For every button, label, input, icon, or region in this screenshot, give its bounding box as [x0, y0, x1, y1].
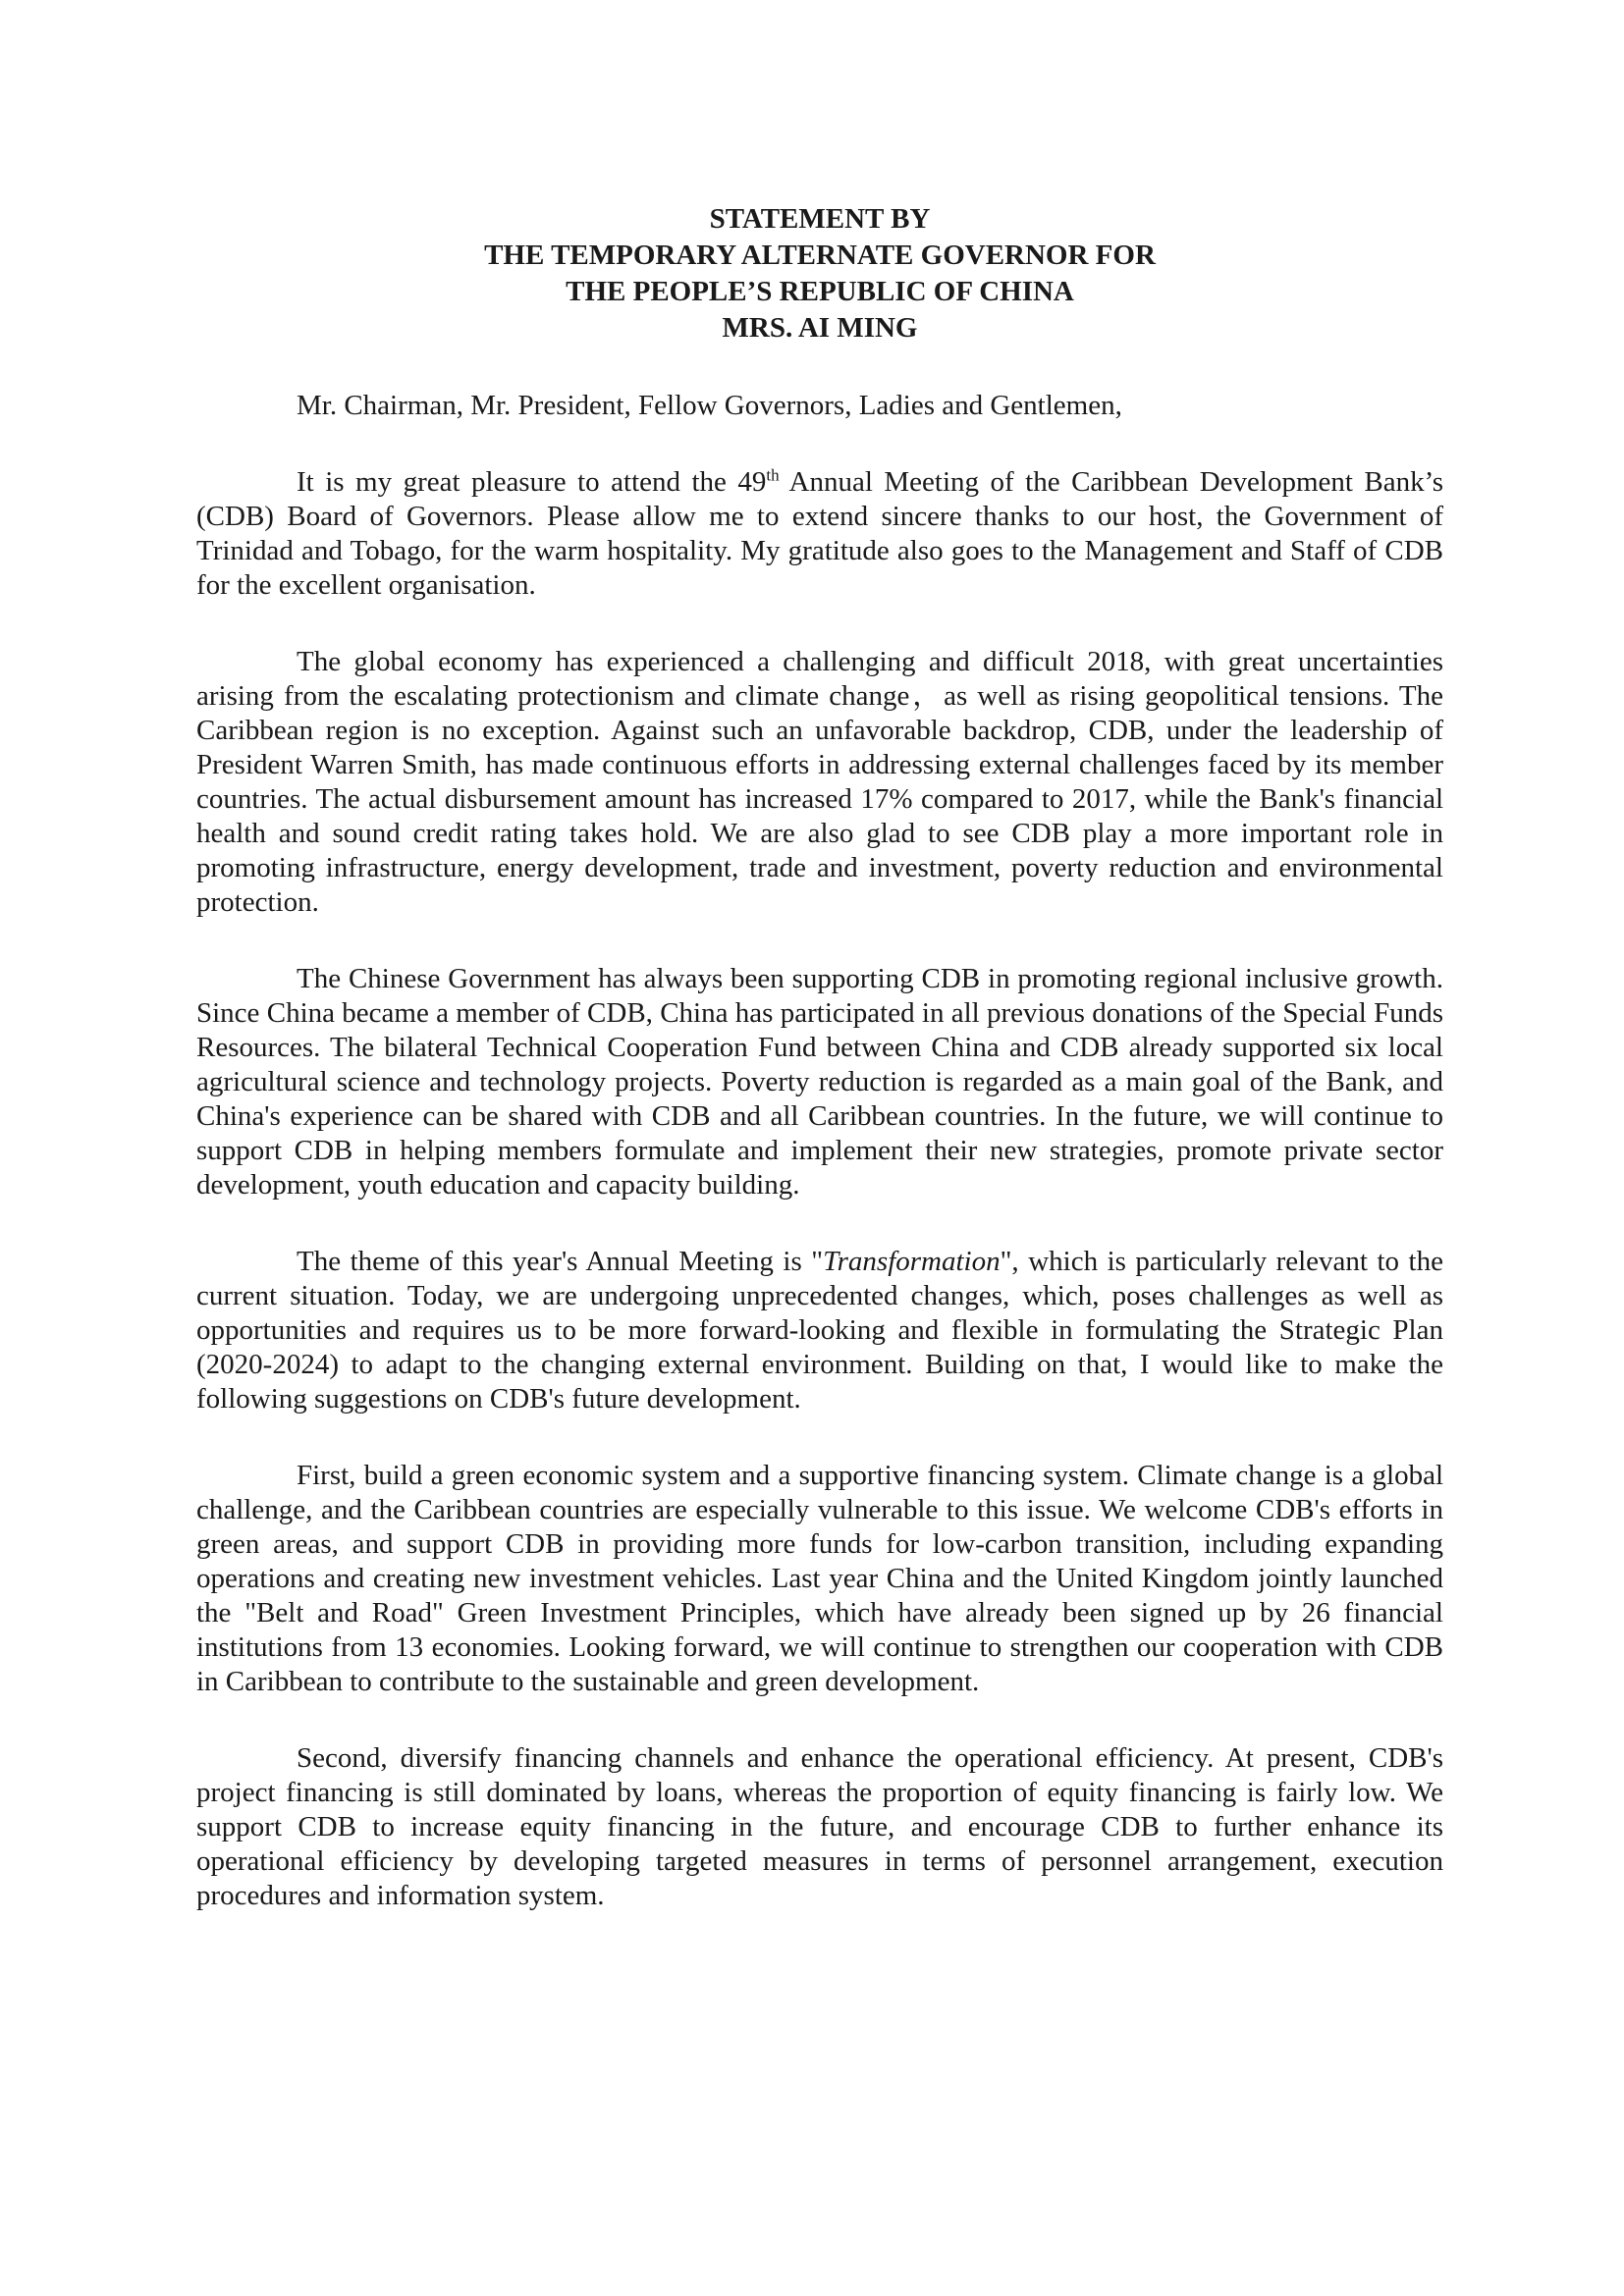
paragraph-6: Second, diversify financing channels and enhance the operational efficiency. At present, CDB's project financing is still dominated by loans, whereas the proportion of equity financing is fairly low. We support CDB to increase equity financing in the future, and encourage CDB to further enhance its operational efficiency by developing targeted measures in terms of personnel arrangement, execution procedures and information system. [196, 1742, 1443, 1911]
statement-heading [196, 201, 1443, 347]
paragraph-1-text-a: It is my great pleasure to attend the 49 [297, 466, 767, 498]
paragraph-3: The Chinese Government has always been supporting CDB in promoting regional inclusive growth. Since China became a member of CDB, China has participated in all previous donations of the Special Funds Resources. The bilateral Technical Cooperation Fund between China and CDB already supported six local agricultural science and technology projects. Poverty reduction is regarded as a main goal of the Bank, and China's experience can be shared with CDB and all Caribbean countries. In the future, we will continue to support CDB in helping members formulate and implement their new strategies, promote private sector development, youth education and capacity building. [196, 963, 1443, 1201]
theme-italic: Transformation [823, 1246, 1001, 1277]
paragraph-4-text-a: The theme of this year's Annual Meeting is " [297, 1246, 824, 1277]
salutation: Mr. Chairman, Mr. President, Fellow Governors, Ladies and Gentlemen, [297, 390, 1122, 421]
heading-line-1: STATEMENT BY [709, 203, 931, 235]
heading-line-4: MRS. AI MING [722, 312, 918, 344]
paragraph-2: The global economy has experienced a challenging and difficult 2018, with great uncertainties arising from the escalating protectionism and climate change，as well as rising geopolitical tensions. The Caribbean region is no exception. Against such an unfavorable backdrop, CDB, under the leadership of President Warren Smith, has made continuous efforts in addressing external challenges faced by its member countries. The actual disbursement amount has increased 17% compared to 2017, while the Bank's financial health and sound credit rating takes hold. We are also glad to see CDB play a more important role in promoting infrastructure, energy development, trade and investment, poverty reduction and environmental protection. [196, 646, 1443, 918]
paragraph-4-text-b: ", which is particularly relevant to the current situation. Today, we are undergoing unprecedented changes, which, poses challenges as well as opportunities and requires us to be more forward-looking and flexible in formulating the Strategic Plan (2020-2024) to adapt to the changing external environment. Building on that, I would like to make the following suggestions on CDB's future development. [196, 1246, 1443, 1415]
heading-line-3: THE PEOPLE’S REPUBLIC OF CHINA [566, 276, 1074, 307]
ordinal-suffix: th [766, 465, 780, 485]
paragraph-5: First, build a green economic system and a supportive financing system. Climate change is a global challenge, and the Caribbean countries are especially vulnerable to this issue. We welcome CDB's efforts in green areas, and support CDB in providing more funds for low-carbon transition, including expanding operations and creating new investment vehicles. Last year China and the United Kingdom jointly launched the "Belt and Road" Green Investment Principles, which have already been signed up by 26 financial institutions from 13 economies. Looking forward, we will continue to strengthen our cooperation with CDB in Caribbean to contribute to the sustainable and green development. [196, 1460, 1443, 1697]
paragraph-1-text-b: Annual Meeting of the Caribbean Development Bank’s (CDB) Board of Governors. Please allow me to extend sincere thanks to our host, the Government of Trinidad and Tobago, for the warm hospitality. My gratitude also goes to the Management and Staff of CDB for the excellent organisation. [196, 466, 1443, 601]
heading-line-2: THE TEMPORARY ALTERNATE GOVERNOR FOR [484, 240, 1156, 271]
document-page [196, 201, 1443, 1913]
paragraph-1 [196, 465, 1443, 603]
paragraph-4 [196, 1245, 1443, 1416]
